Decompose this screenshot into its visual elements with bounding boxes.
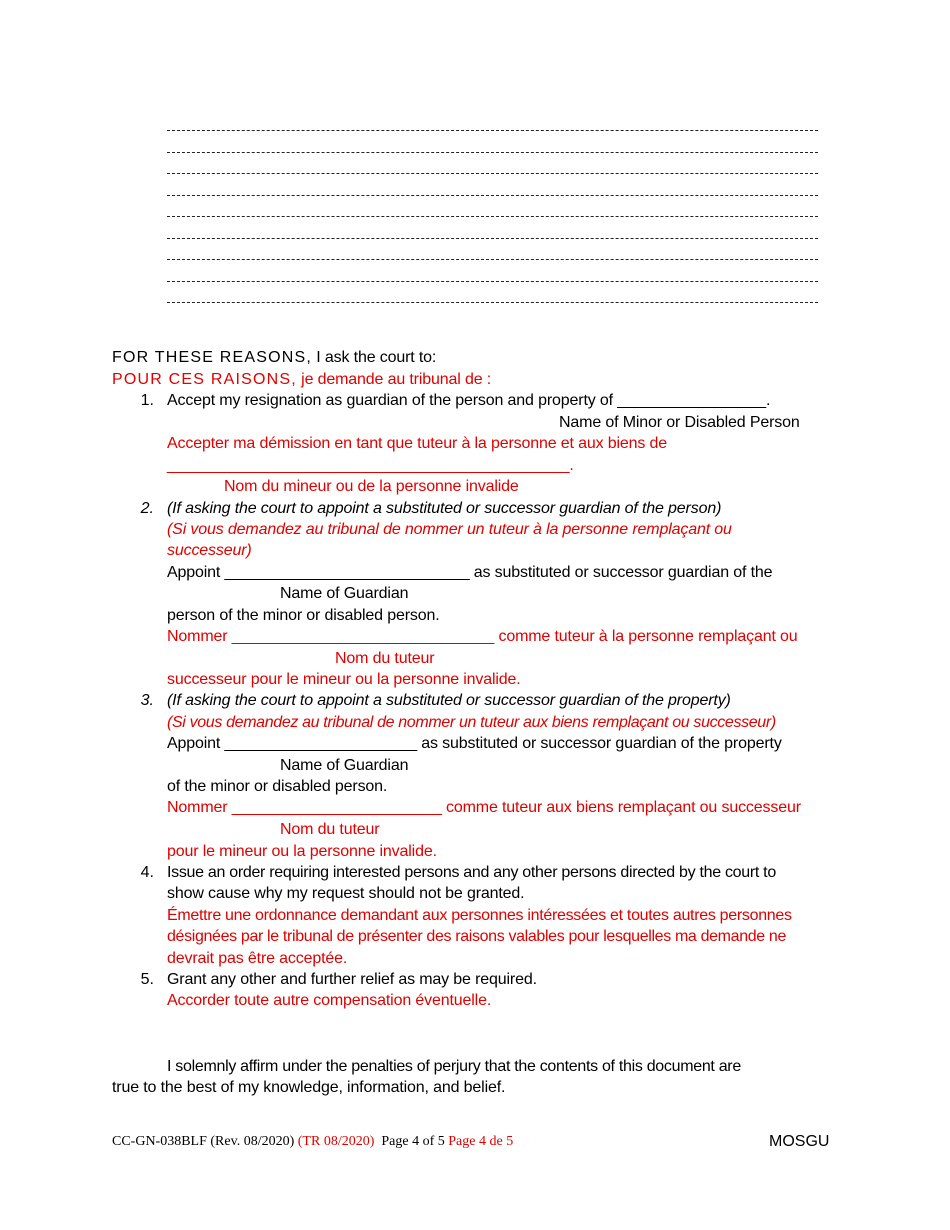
- item-1-fr-sub: Nom du mineur ou de la personne invalide: [224, 478, 519, 495]
- blank-line-6[interactable]: [167, 238, 818, 239]
- blank-line-9[interactable]: [167, 302, 818, 303]
- item-3-cond-en: (If asking the court to appoint a substituted or successor guardian of the property): [167, 692, 731, 709]
- item-2-appoint-en[interactable]: Appoint ____________________________ as substituted or successor guardian of the: [167, 564, 773, 581]
- blank-line-3[interactable]: [167, 173, 818, 174]
- affirmation-line-1: I solemnly affirm under the penalties of perjury that the contents of this document are: [167, 1058, 741, 1075]
- blank-line-8[interactable]: [167, 281, 818, 282]
- affirmation-line-2: true to the best of my knowledge, information, and belief.: [112, 1079, 506, 1096]
- item-4-fr-3: devrait pas être acceptée.: [167, 950, 348, 967]
- blank-line-5[interactable]: [167, 216, 818, 217]
- item-3-cond-fr: (Si vous demandez au tribunal de nommer un tuteur aux biens remplaçant ou successeur): [167, 714, 776, 731]
- item-5-number: 5.: [140, 971, 154, 988]
- footer: [112, 1133, 513, 1151]
- item-4-fr-1: Émettre une ordonnance demandant aux personnes intéressées et toutes autres personnes: [167, 907, 792, 924]
- item-2-number: 2.: [140, 500, 154, 517]
- footer-page-en: Page 4 of 5: [381, 1134, 445, 1149]
- item-2-cond-fr-1: (Si vous demandez au tribunal de nommer un tuteur à la personne remplaçant ou: [167, 521, 732, 538]
- item-4-number: 4.: [140, 864, 154, 881]
- item-1-number: 1.: [140, 392, 154, 409]
- item-3-number: 3.: [140, 692, 154, 709]
- item-3-appoint-en[interactable]: Appoint ______________________ as substituted or successor guardian of the property: [167, 735, 782, 752]
- item-3-appoint-en-sub: Name of Guardian: [280, 757, 409, 774]
- blank-line-1[interactable]: [167, 130, 818, 131]
- item-1-en-sub: Name of Minor or Disabled Person: [559, 414, 800, 431]
- item-2-cond-en: (If asking the court to appoint a substituted or successor guardian of the person): [167, 500, 722, 517]
- reasons-heading-en-caps: FOR THESE REASONS,: [112, 349, 313, 366]
- item-1-fr-blank[interactable]: ______________________________________________.: [167, 457, 574, 474]
- item-2-appoint-fr-2: successeur pour le mineur ou la personne invalide.: [167, 671, 521, 688]
- reasons-heading-fr-caps: POUR CES RAISONS,: [112, 371, 297, 388]
- reasons-heading-en: [112, 348, 436, 368]
- footer-form-code: MOSGU: [769, 1133, 830, 1150]
- item-2-appoint-en-2: person of the minor or disabled person.: [167, 607, 440, 624]
- item-2-appoint-en-sub: Name of Guardian: [280, 585, 409, 602]
- item-3-appoint-fr-sub: Nom du tuteur: [280, 821, 380, 838]
- item-5-en: Grant any other and further relief as may be required.: [167, 971, 537, 988]
- footer-tr: (TR 08/2020): [297, 1134, 375, 1149]
- item-5-fr: Accorder toute autre compensation éventuelle.: [167, 992, 492, 1009]
- item-4-en-2: show cause why my request should not be granted.: [167, 885, 525, 902]
- item-1-fr: Accepter ma démission en tant que tuteur à la personne et aux biens de: [167, 435, 668, 452]
- item-1-en: Accept my resignation as guardian of the person and property of _________________.: [167, 392, 771, 409]
- reasons-heading-fr: [112, 370, 491, 390]
- blank-line-4[interactable]: [167, 195, 818, 196]
- blank-line-2[interactable]: [167, 152, 818, 153]
- item-3-appoint-fr[interactable]: Nommer ________________________ comme tuteur aux biens remplaçant ou successeur: [167, 799, 801, 816]
- item-4-en-1: Issue an order requiring interested persons and any other persons directed by the court to: [167, 864, 776, 881]
- reasons-heading-en-rest: I ask the court to:: [312, 349, 437, 366]
- item-3-appoint-en-2: of the minor or disabled person.: [167, 778, 388, 795]
- item-4-fr-2: désignées par le tribunal de présenter des raisons valables pour lesquelles ma demande ne: [167, 928, 787, 945]
- footer-form-id: CC-GN-038BLF (Rev. 08/2020): [112, 1134, 295, 1149]
- item-2-cond-fr-2: successeur): [167, 542, 252, 559]
- footer-page-fr: Page 4 de 5: [448, 1134, 514, 1149]
- item-3-appoint-fr-2: pour le mineur ou la personne invalide.: [167, 843, 437, 860]
- blank-line-7[interactable]: [167, 259, 818, 260]
- item-2-appoint-fr-sub: Nom du tuteur: [335, 650, 435, 667]
- item-2-appoint-fr[interactable]: Nommer ______________________________ comme tuteur à la personne remplaçant ou: [167, 628, 798, 645]
- reasons-heading-fr-rest: je demande au tribunal de :: [296, 371, 492, 388]
